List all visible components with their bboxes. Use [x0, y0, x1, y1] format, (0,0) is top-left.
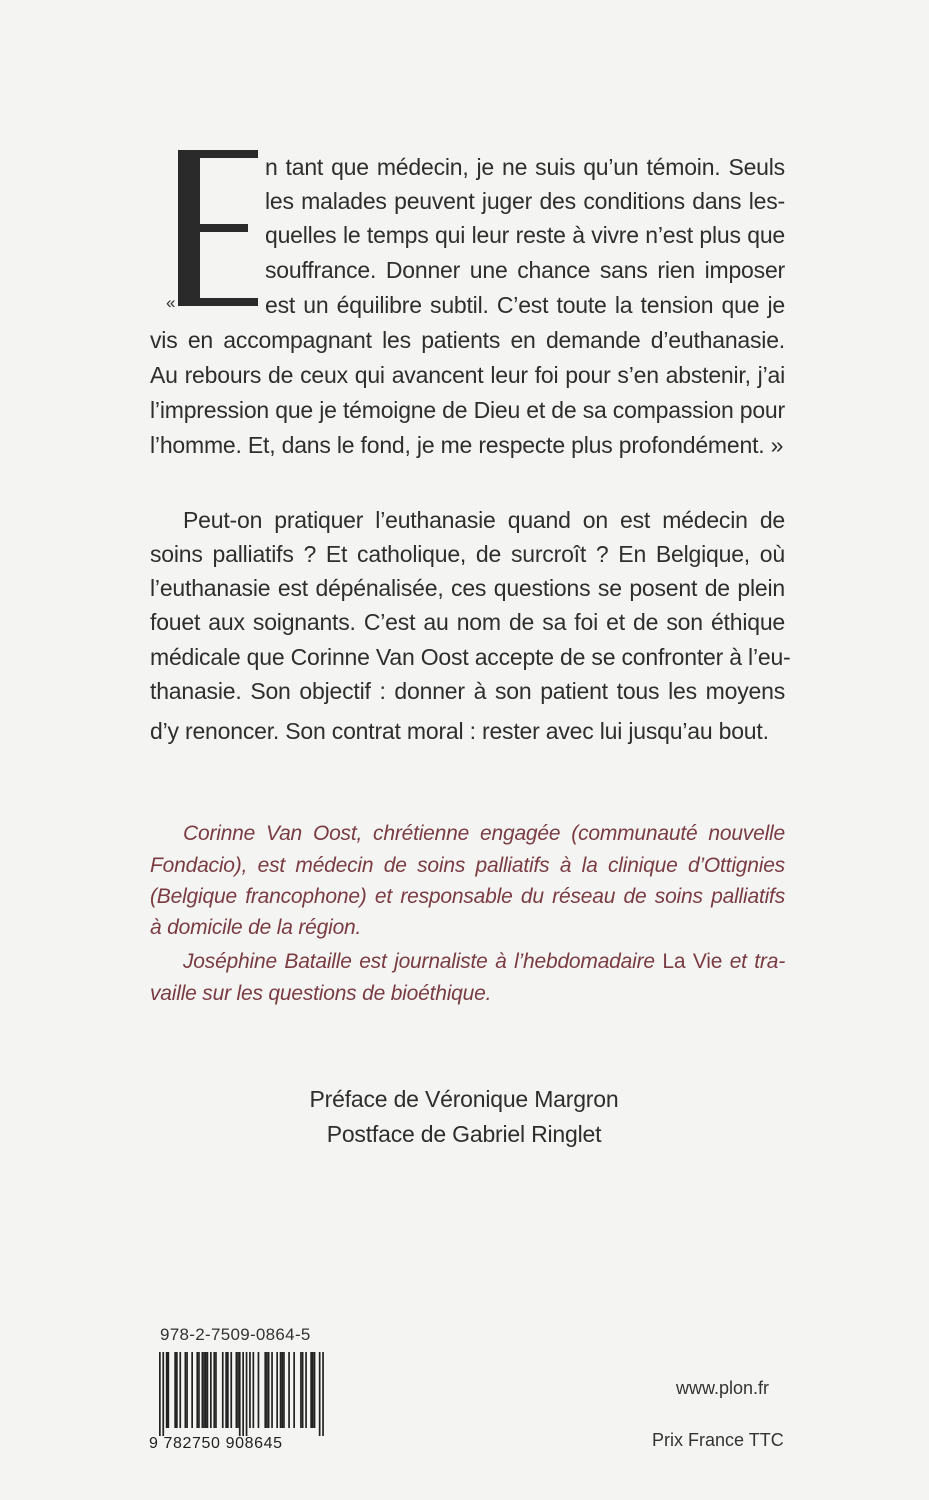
author-bio-line: Corinne Van Oost, chrétienne engagée (communauté nouvelle — [183, 822, 785, 845]
opening-quote-mark: « — [166, 293, 176, 312]
summary-line: d’y renoncer. Son contrat moral : rester avec lui jusqu’au bout. — [150, 718, 769, 744]
price-label: Prix France TTC — [652, 1430, 784, 1450]
summary-line: médicale que Corinne Van Oost accepte de se confronter à l’eu- — [150, 644, 791, 670]
summary-line: thanasie. Son objectif : donner à son patient tous les moyens — [150, 678, 785, 704]
summary-line: Peut-on pratiquer l’euthanasie quand on est médecin de — [183, 507, 785, 533]
quote-line: n tant que médecin, je ne suis qu’un témoin. Seuls — [265, 154, 785, 180]
author-bio-line: Joséphine Bataille est journaliste à l’hebdomadaire La Vie et tra- — [183, 950, 785, 973]
author-bio-line: Fondacio), est médecin de soins palliatifs à la clinique d’Ottignies — [150, 854, 785, 877]
preface-credit: Préface de Véronique Margron — [309, 1086, 619, 1112]
quote-line: les malades peuvent juger des conditions dans les- — [265, 188, 785, 214]
postface-credit: Postface de Gabriel Ringlet — [326, 1121, 602, 1147]
author-bio-line: vaille sur les questions de bioéthique. — [150, 982, 492, 1005]
summary-line: soins palliatifs ? Et catholique, de surcroît ? En Belgique, où — [150, 541, 785, 567]
quote-line: est un équilibre subtil. C’est toute la tension que je — [265, 292, 785, 318]
quote-line: quelles le temps qui leur reste à vivre n’est plus que — [265, 222, 785, 248]
quote-line: l’homme. Et, dans le fond, je me respecte plus profondément. » — [150, 432, 784, 458]
dropcap-letter-e — [178, 150, 258, 306]
quote-line: vis en accompagnant les patients en demande d’euthanasie. — [150, 327, 785, 353]
magazine-title: La Vie — [662, 950, 723, 973]
barcode-digits: 9 782750 908645 — [149, 1435, 283, 1452]
author-bio-line: à domicile de la région. — [150, 916, 362, 939]
quote-line: Au rebours de ceux qui avancent leur foi pour s’en abstenir, j’ai — [150, 362, 785, 388]
barcode-image — [147, 1352, 337, 1452]
isbn-number: 978-2-7509-0864-5 — [160, 1325, 311, 1344]
quote-line: l’impression que je témoigne de Dieu et de sa compassion pour — [150, 397, 785, 423]
quote-line: souffrance. Donner une chance sans rien imposer — [265, 257, 785, 283]
summary-line: l’euthanasie est dépénalisée, ces questions se posent de plein — [150, 575, 785, 601]
publisher-website[interactable]: www.plon.fr — [676, 1378, 770, 1398]
author-bio-line: (Belgique francophone) et responsable du réseau de soins palliatifs — [150, 885, 785, 908]
summary-line: fouet aux soignants. C’est au nom de sa foi et de son éthique — [150, 609, 785, 635]
